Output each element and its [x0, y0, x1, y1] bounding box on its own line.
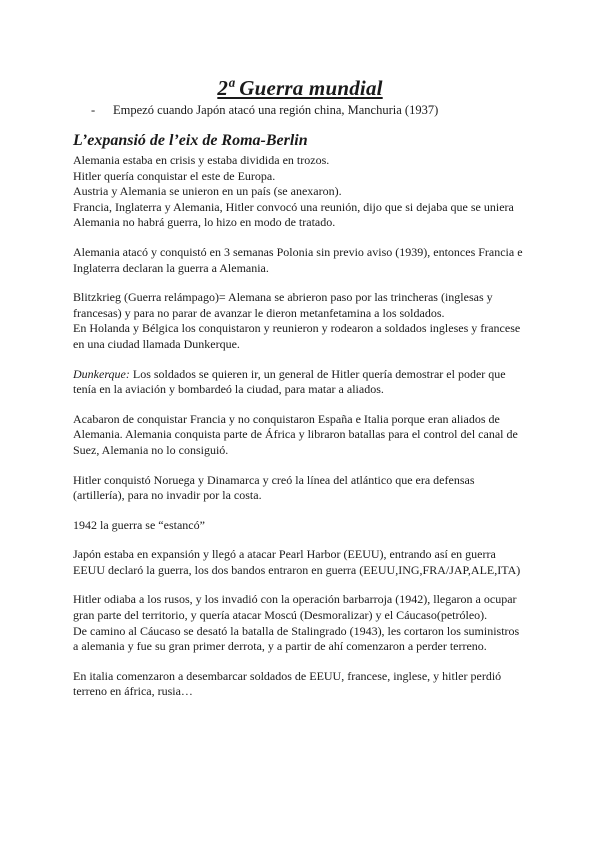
text-line: Japón estaba en expansión y llegó a atacar Pearl Harbor (EEUU), entrando así en guerra: [73, 547, 496, 562]
text-line: Alemania estaba en crisis y estaba dividida en trozos.: [73, 153, 330, 167]
dunkerque-keyword: Dunkerque:: [73, 366, 130, 381]
text-line: Suez, Alemania no lo consiguió.: [73, 442, 229, 457]
text-line: a alemania y fue su gran primer derrota, y a partir de ahí comenzaron a perder terreno.: [73, 639, 487, 654]
text-line: 1942 la guerra se “estancó”: [73, 517, 205, 532]
bullet-text: Empezó cuando Japón atacó una región china, Manchuria (1937): [113, 103, 439, 117]
bullet-marker: -: [91, 103, 96, 117]
section-heading: L’expansió de l’eix de Roma-Berlin: [73, 132, 308, 149]
text-fragment: Los soldados se quieren ir, un general de Hitler quería demostrar el poder que: [129, 366, 506, 381]
bullet-item: [91, 103, 438, 118]
text-line: tenía en la aviación y bombardeó la ciudad, para matar a aliados.: [73, 382, 384, 397]
text-line: EEUU declaró la guerra, los dos bandos entraron en guerra (EEUU,ING,FRA/JAP,ALE,ITA): [73, 562, 521, 577]
text-line: Inglaterra declaran la guerra a Alemania.: [73, 260, 269, 275]
text-line: terreno en áfrica, rusia…: [73, 684, 193, 699]
text-line: Alemania atacó y conquistó en 3 semanas Polonia sin previo aviso (1939), entonces Francia e: [73, 244, 523, 259]
text-line: Hitler odiaba a los rusos, y los invadió con la operación barbarroja (1942), llegaron a ocupar: [73, 592, 517, 607]
text-line: francesas) y para no parar de avanzar le dieron metanfetamina a los soldados.: [73, 305, 445, 320]
text-line: Hitler quería conquistar el este de Europa.: [73, 168, 276, 183]
text-line: Hitler conquistó Noruega y Dinamarca y creó la línea del atlántico que era defensas: [73, 472, 475, 487]
text-line: En italia comenzaron a desembarcar soldados de EEUU, francese, inglese, y hitler perdió: [73, 668, 502, 683]
text-line: Blitzkrieg (Guerra relámpago)= Alemana se abrieron paso por las trincheras (inglesas y: [73, 290, 493, 305]
text-line: (artillería), para no invadir por la costa.: [73, 488, 262, 503]
text-line: gran parte del territorio, y quería atacar Moscú (Desmoralizar) y el Cáucaso(petróleo).: [73, 608, 488, 623]
document-title: 2ª Guerra mundial: [217, 76, 383, 100]
text-line: En Holanda y Bélgica los conquistaron y reunieron y rodearon a soldados ingleses y francese: [73, 321, 521, 336]
text-line: Alemania. Alemania conquista parte de África y libraron batallas para el control del canal de: [73, 427, 518, 442]
text-line: De camino al Cáucaso se desató la batalla de Stalingrado (1943), les cortaron los suministros: [73, 623, 520, 638]
text-line: Alemania no habrá guerra, lo hizo en modo de tratado.: [73, 215, 336, 230]
text-line: en una ciudad llamada Dunkerque.: [73, 336, 240, 351]
text-line: Francia, Inglaterra y Alemania, Hitler convocó una reunión, dijo que si dejaba que se uniera: [73, 199, 514, 214]
text-line: Acabaron de conquistar Francia y no conquistaron España e Italia porque eran aliados de: [73, 411, 500, 426]
document-body: [73, 153, 533, 700]
text-line: [73, 367, 533, 383]
text-line: Austria y Alemania se unieron en un país (se anexaron).: [73, 184, 342, 199]
